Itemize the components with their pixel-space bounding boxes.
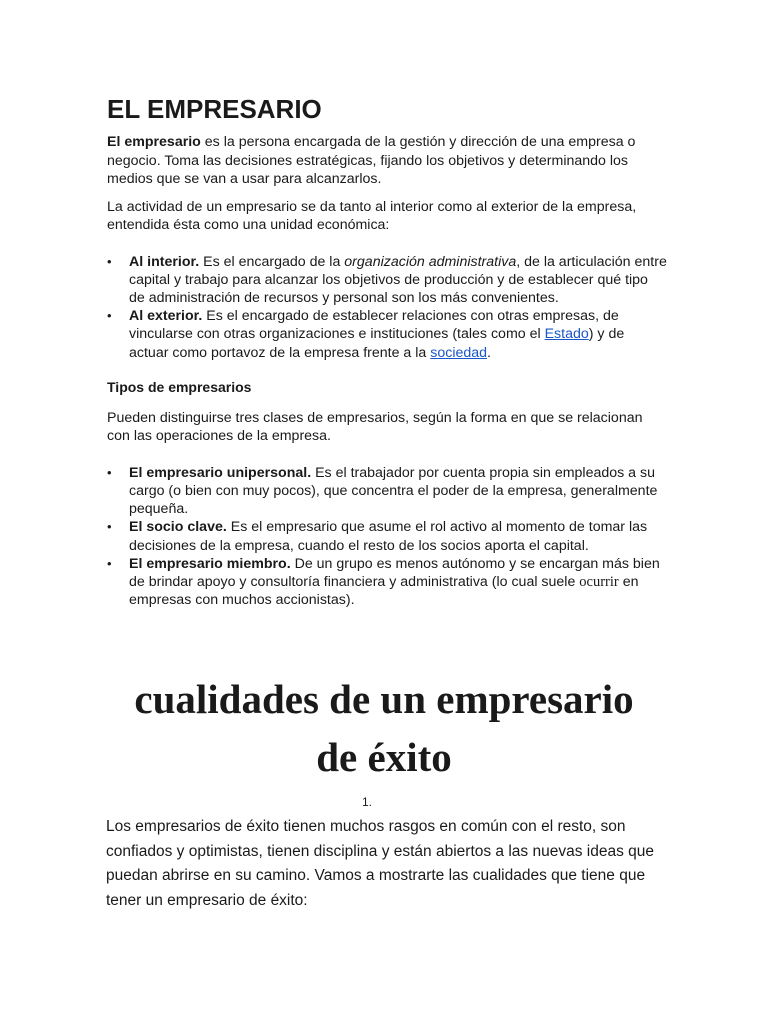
qualities-heading xyxy=(0,670,768,786)
types-list xyxy=(107,464,667,610)
list-item-text: Es el empresario que asume el rol activo al momento de tomar las decisiones de la empresa, cuando el resto de los socios aporta el capital. xyxy=(129,519,648,554)
list-item-bold: Al exterior. xyxy=(129,308,203,325)
list-item-text: De un grupo es menos autónomo y se encargan más bien de brindar apoyo y consultoría financiera y administrativa (lo cual suele xyxy=(129,555,660,590)
activity-paragraph: La actividad de un empresario se da tanto al interior como al exterior de la empresa, entendida ésta como una unidad económica: xyxy=(107,198,637,233)
list-item-text: en empresas con muchos accionistas). xyxy=(129,573,639,609)
list-item-text: Es el encargado de la xyxy=(199,253,345,270)
types-heading: Tipos de empresarios xyxy=(107,378,252,395)
types-intro: Pueden distinguirse tres clases de empresarios, según la forma en que se relacionan con las operaciones de la empresa. xyxy=(107,409,643,445)
sociedad-link[interactable]: sociedad xyxy=(430,344,488,361)
list-item-text: Es el encargado de establecer relaciones con otras empresas, de vincularse con otras organizaciones e instituciones (tales como el xyxy=(129,308,619,343)
list-item-text: . xyxy=(487,344,491,361)
document-body xyxy=(107,94,667,609)
intro-paragraph xyxy=(107,133,667,189)
scope-list xyxy=(107,253,667,362)
list-item-bold: El socio clave. xyxy=(129,519,227,536)
list-item-type xyxy=(129,555,667,610)
list-item-type xyxy=(129,464,667,519)
list-item-interior xyxy=(129,253,667,308)
italic-term: organización administrativa xyxy=(344,253,517,270)
list-item-bold: El empresario unipersonal. xyxy=(129,464,312,481)
list-item-bold: El empresario miembro. xyxy=(129,555,291,572)
intro-text: es la persona encargada de la gestión y dirección de una empresa o negocio. Toma las decisiones estratégicas, fijando los objetivos y determinando los medios que se van a usar para alcanzarlos. xyxy=(107,134,636,187)
estado-link[interactable]: Estado xyxy=(544,326,589,343)
list-item-type xyxy=(129,518,667,554)
list-item-bold: Al interior. xyxy=(129,253,200,270)
list-item-exterior xyxy=(129,307,667,362)
serif-word: ocurrir xyxy=(579,573,619,590)
list-number: 1. xyxy=(362,795,373,809)
list-item-text: ) y de actuar como portavoz de la empresa frente a la xyxy=(129,326,625,361)
qualities-heading-line2: de éxito xyxy=(316,734,452,780)
qualities-heading-line1: cualidades de un empresario xyxy=(134,676,634,722)
closing-paragraph: Los empresarios de éxito tienen muchos rasgos en común con el resto, son confiados y optimistas, tienen disciplina y están abiertos a las nuevas ideas que puedan abrirse en su camino. Vamos a mostrarte las cualidades que tiene que tener un empresario de éxito: xyxy=(106,818,654,909)
intro-bold: El empresario xyxy=(107,134,201,150)
page-title: EL EMPRESARIO xyxy=(107,94,322,124)
list-item-text: , de la articulación entre capital y trabajo para alcanzar los objetivos de producción y de establecer qué tipo de administración de recursos y personal son los más convenientes. xyxy=(129,253,667,306)
list-item-text: Es el trabajador por cuenta propia sin empleados a su cargo (o bien con muy pocos), que concentra el poder de la empresa, generalmente pequeña. xyxy=(129,464,658,518)
